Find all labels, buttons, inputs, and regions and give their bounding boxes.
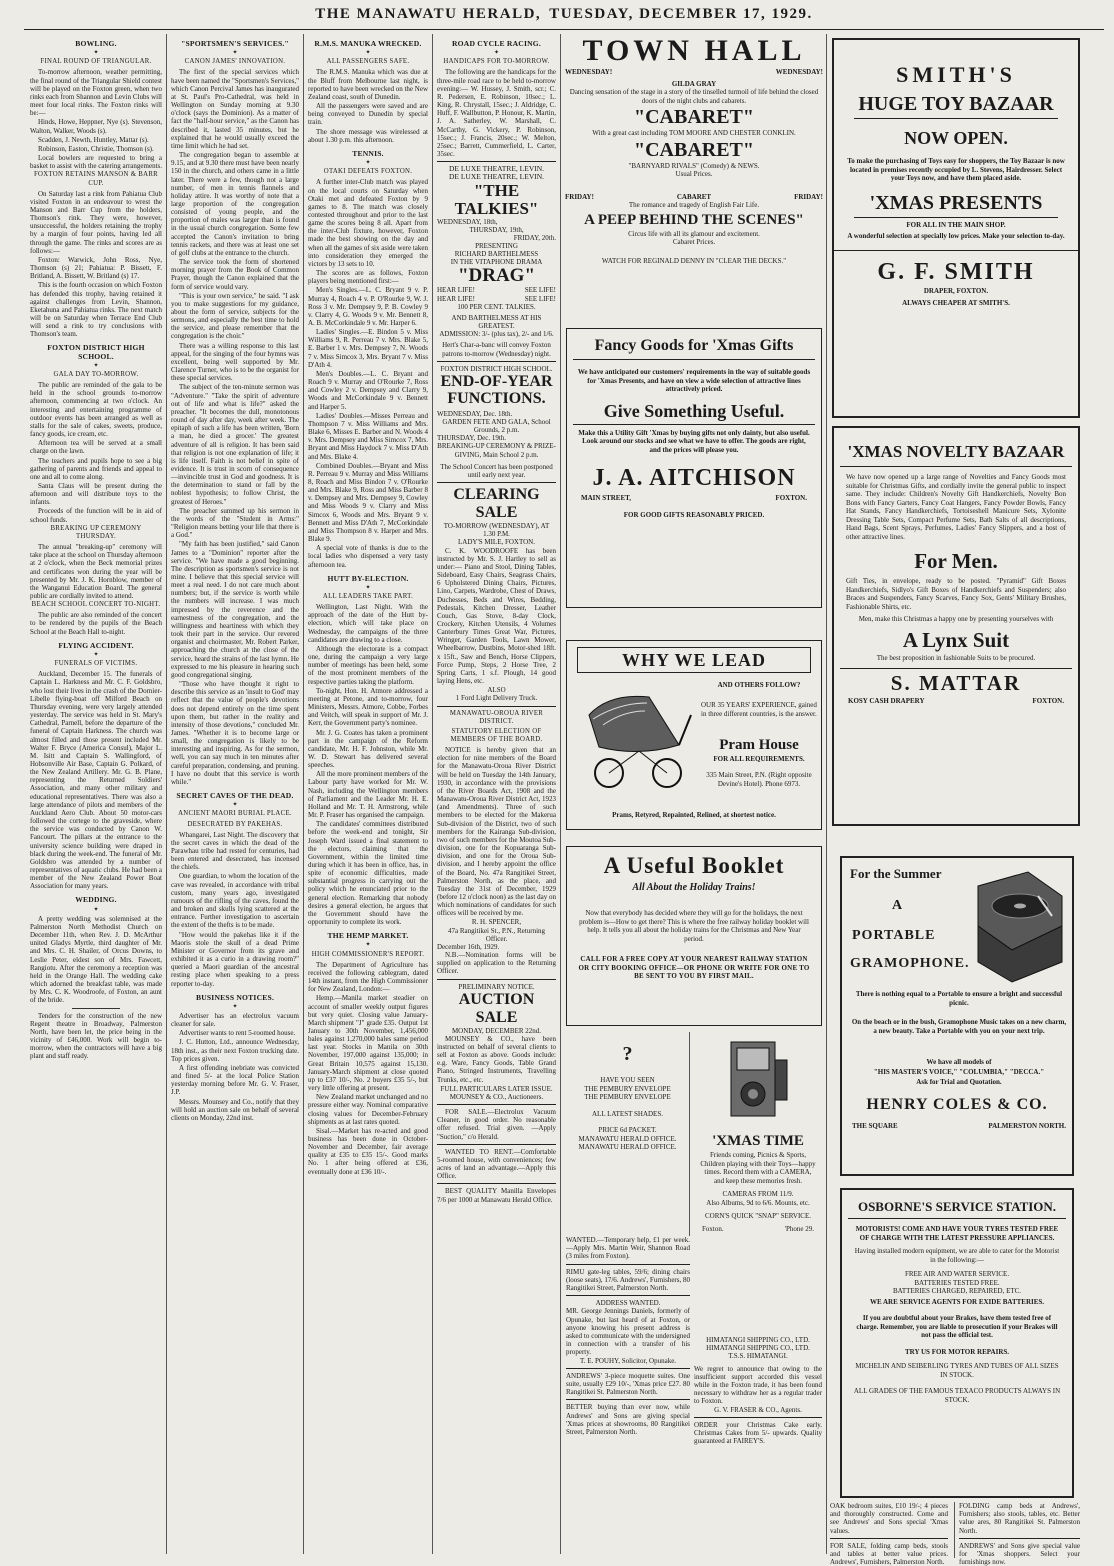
- ad-title: "THE TALKIES": [454, 180, 539, 218]
- ad-title: TOWN HALL: [582, 34, 806, 67]
- ad-text: Foxton.: [702, 1224, 724, 1233]
- ad-title: Give Something Useful.: [573, 398, 815, 425]
- article-paragraph: Advertiser wants to rent 5-roomed house.: [179, 1029, 296, 1038]
- headline-wedding: WEDDING.: [75, 895, 117, 905]
- ad-text: HAVE YOU SEEN: [600, 1076, 655, 1084]
- ad-text: AND OTHERS FOLLOW?: [717, 681, 801, 689]
- ad-text: SEE LIFE!: [524, 286, 556, 295]
- ad-title: J. A. AITCHISON: [592, 465, 796, 491]
- column-2: "SPORTSMEN'S SERVICES." ✦ CANON JAMES' INNOVATION. The first of the special services which have been named the "Sportsmen's Services," which Canon Percival James has inaugurated at St. Paul's Pro-Cathedral, was held in Wellington on Sunday morning at 9.30 o'clock (says the Dominion). As a matter of fact the "half-hour service," as the Canon has described it, lasted 35 minutes, but he explained that he would usually exceed the time limit which he had set. The congregation began to assemble at 9.15, and at 9.30 there must have been nearly 150 in the church, and others came in a little later. There were a few, though not a large number, of men in tennis flannels and holiday attire. It was worthy of note that a large proportion of the congregation consisted of young people, and the proportion of males was larger than is found in the usual church congregation. Some few accepted the Canon's invitation to bring tennis rackets, and there was at least one set of golf clubs at the entrance to the church. The service took the form of shortened morning prayer from the Book of Common Prayer, though the Canon explained that the form of service would vary. "This is your own service," he said. "I ask you to make suggestions for my guidance, about the form of service, subjects for the sermons, and especially the best time to hold the service, and please remember that the congregation is the choir." There was a willing response to this last appeal, for the singing of the four hymns was excellent, being well supported by Mr. Clarence Turner, who is to be the organist for these special services. The subject of the ten-minute sermon was "Adventure." "Take the spirit of adventure out of life and what is life?" asked the preacher. "It becomes the dull, monotonous round of day after day, week after week. The epitaph of such a life has been written, 'Born a man, he died a grocer.' The greatest adventure of all is religion. It has been said that religion is not one explanation of life; it is life itself. Faith is not belief in spite of evidence. It is trust in scorn of consequence—invincible trust in God and goodness. It is the determination to stand or fall by the noblest hypothesis; to follow Christ, the greatest of Heroes." The preacher summed up his sermon in the words of the "Student in Arms:" "Religion means betting your life that there is a God." "My faith has been justified," said Canon James to a "Dominion" reporter after the service. "We have made a good beginning. The description as sportsmen's service is not mine. I believe that this special service will meet a real need. I do not care much about numbers; but, if the service is worth while the numbers will increase. I was much impressed by the reverence and the earnestness of the congregation, and the willingness and heartiness with which they took their part in the service. Our revered organist and choirmaster, Mr. Robert Parker, approaching the church at the close of the service, heard the strains of the last hymn. He expressed to me his pleasure in hearing such good congregational singing. "Those who have thought it right to describe this service as an 'insult to God' may reflect that the value of people's devotions does not depend entirely on the time spent upon them, but rather in the reality and intensity of those devotions," concluded Mr. James. "Whether it is to become large or small, the congregation is likely to be interesting and inspiring. As for the sermon, well, you can say much in ten minutes after careful preparation, condensing, and pruning. I have no doubt that this service is worth while." SECRET CAVES OF THE DEAD. ✦ ANCIENT MAORI BURIAL PLACE. DESECRATED BY PAKEHAS. Whangarei, Last Night. The discovery that the secret caves in which the dead of the Parawhau tribe had rested for centuries, had been entered and desecrated, has incensed the chiefs. One guardian, to whom the location of the cave was revealed, in accordance with tribal custom, many years ago, investigated rumours of the rifling of the caves, found the and broken and skulls lying scattered at the entrance. Further investigation to ascertain the extent of the thefts is to be made. "How would the pakehas like it if the Maoris stole the skull of a dead Prime Minister or Governor from its grave and exhibited it as a curio in a drawing room?" queried a Maori guardian of the ancestral resting place when speaking to a press reporter to-day. BUSINESS NOTICES. ✦ Advertiser has an electrolux vacuum cleaner for sale. Advertiser wants to rent 5-roomed house. J. C. Hutton, Ltd., announce Wednesday, 18th inst., as their next Foxton trucking date. Top prices given. A first offending inebriate was convicted and fined 5/- at the local Police Station yesterday morning before Mr. G. V. Fraser, J.P. Messrs. Mounsey and Co., notify that they will hold an auction sale on behalf of several clients on Monday, 22nd inst.: [171, 39, 299, 1122]
- ad-envelope: [566, 1032, 690, 1236]
- article-paragraph: Auckland, December 15. The funerals of Captain L. Harkness and Mr. C. F. Goldsbro, who lost their lives in the crash of the Dornier-Libelle flying-boat off Milford Beach on Thursday evening, were very largely attended yesterday. The service was held in St. Mary's Cathedral, Parnell, before the departure of the funeral of Captain Harkness. The church was almost filled and those present included Mr. Walter F. Bryce (America Consul), Major L. M. Isitt and Captain S. Wallingford, of Hobsonville Air Base, Captain G. Polkard, of the New Zealand Artillery. Mr. G. B. Plane, representing the Returned Soldiers' Association, and many other military and educational representatives. There was also a large attendance of pilots and members of the Auckland Aero Club. About 50 motor-cars followed the cortege to the graveside, where the service was conducted by Canon W. Fancourt. The pillars at the entrance to the university science building were draped in black during the week-end. The funeral of Mr. Goldsbro was attended by a number of representatives of aquatic clubs. He had been a member of the New Zealand Power Boat Association for many years.: [30, 670, 162, 891]
- subhead: STATUTORY ELECTION OF MEMBERS OF THE BOARD.: [450, 727, 543, 743]
- subhead: BEACH SCHOOL CONCERT TO-NIGHT.: [31, 601, 161, 609]
- subhead: DESECRATED BY PAKEHAS.: [187, 820, 283, 828]
- article-paragraph: Scadden, J. Newth, Huntley, Mattar (s).: [38, 135, 149, 144]
- ad-text: MICHELIN AND SEIBERLING TYRES AND TUBES OF ALL SIZES IN STOCK.: [855, 1362, 1059, 1379]
- ad-text: DRAPER, FOXTON.: [923, 286, 989, 295]
- signature: R. H. SPENCER,: [471, 918, 522, 927]
- classified: OAK bedroom suites, £10 19/-; 4 pieces and thoroughly constructed. Come and see Andrews' and Sons special 'Xmas values.: [830, 1502, 948, 1535]
- ad-text: HIMATANGI SHIPPING CO., LTD.: [706, 1336, 810, 1344]
- ad-title: Fancy Goods for 'Xmas Gifts: [573, 333, 815, 360]
- article-paragraph: The shore message was wirelessed at about 1.30 p.m. this afternoon.: [308, 127, 428, 144]
- ad-text: PRELIMINARY NOTICE.: [458, 982, 535, 991]
- ad-title: A PEEP BEHIND THE SCENES": [584, 211, 804, 228]
- ad-text: FOR GOOD GIFTS REASONABLY PRICED.: [623, 510, 765, 519]
- ad-text: 335 Main Street, P.N. (Right opposite Devine's Hotel). Phone 6973.: [706, 771, 812, 788]
- classified: WANTED.—Temporary help, £1 per week.—Apply Mrs. Martin Weir, Shannon Road (3 miles from Foxton).: [566, 1236, 690, 1261]
- headline-sportsmens-services: "SPORTSMEN'S SERVICES.": [181, 39, 289, 48]
- ad-text: WEDNESDAY!: [565, 68, 613, 76]
- article-paragraph: "This is your own service," he said. "I ask you to make suggestions for my guidance, about the form of service, subjects for the sermons, and especially the best time to hold the service, and please remember that the congregation is the choir.": [171, 291, 299, 341]
- ad-text: Ask for Trial and Quotation.: [916, 1078, 1002, 1086]
- ad-text: Cabaret Prices.: [672, 238, 716, 246]
- headline-hutt: HUTT BY-ELECTION.: [327, 573, 409, 583]
- ad-text: MOTORISTS! COME AND HAVE YOUR TYRES TESTED FREE OF CHARGE WITH THE LATEST PRESSURE APPLIANCES.: [855, 1225, 1059, 1242]
- signature: 47a Rangitikei St., P.N., Returning Officer.: [447, 926, 546, 943]
- headline-hemp: THE HEMP MARKET.: [327, 931, 409, 941]
- ad-text: MANAWATU HERALD OFFICE.: [578, 1143, 677, 1151]
- ad-text: THE SQUARE: [852, 1122, 898, 1130]
- classified: BEST QUALITY Manilla Envelopes 7/6 per 1000 at Manawatu Herald Office.: [437, 1187, 556, 1204]
- article-paragraph: The scores are as follows, Foxton players being mentioned first:—: [308, 269, 428, 286]
- article-paragraph: NOTICE is hereby given that an election for nine members of the Board for the Manawatu-Oroua River District will be held on Tuesday the 14th January, 1930, in accordance with the provisions of the River Boards Act, 1908 and the Manawatu-Oroua River District Act, 1923 (and Amendments). Three of such members to be elected for the Makerua Sub-division of the District, two of such members for the Kairanga Sub-division, two of such members for the Moutoa Sub-division, one for the Kopuaranga Sub-division, and one for the Oroua Sub-division, and I hereby appoint the office of the Board, No. 47a Rangitikei Street, Palmerston North, as the place, and Tuesday the 31st of December, 1929 (before 12 o'clock noon) as the last day on which nominations of candidates for such offices will be received by me.: [437, 746, 556, 918]
- ad-text: Men, make this Christmas a happy one by presenting yourselves with: [858, 615, 1054, 623]
- ad-text: PRESENTING: [475, 241, 518, 250]
- subhead: ALL LEADERS TAKE PART.: [322, 593, 414, 600]
- ad-text: Friends coming, Picnics & Sports, Children playing with their Toys—happy times. Record them with a CAMERA, and keep these memories fresh.: [700, 1151, 816, 1185]
- ad-text: TO-MORROW (WEDNESDAY), AT 1.30 P.M.: [443, 522, 550, 539]
- headline-flying: FLYING ACCIDENT.: [58, 640, 134, 650]
- classified: FOR SALE.—Electrolux Vacuum Cleaner, in good order. No reasonable offer refused. Trial given. —Apply "Suction," c/o Herald.: [437, 1108, 556, 1141]
- article-paragraph: Ladies' Singles.—E. Bindon 5 v. Miss Williams 9, R. Perreau 7 v. Mrs. Blake 5, E. Barber 1 v. Mrs. Dempsey 7, N. Woods 7 v. Miss Simcox 3, Mrs. Bryant 7 v. Miss D'Ath 4.: [308, 328, 428, 369]
- article-paragraph: Local bowlers are requested to bring a basket to assist with the catering arrangements.: [30, 154, 162, 171]
- article-paragraph: Hemp.—Manila market steadier on account of smaller weekly output figures but very quiet. Closing value January-March shipment "J" grade £35. Output 1st January to 30th November, 1,456,000 bales against 1,270,000 bales same period last year. Stocks in Manila on 30th November, 197,000 against 135,000; in Great Britain 10,575 against 15,130. January-March shipment at close quoted up to £37 10/-, No. 2 buyers £35 5/-, but very little offering at present.: [308, 994, 428, 1093]
- ad-text: FOR ALL IN THE MAIN SHOP.: [906, 220, 1006, 229]
- ad-text: PRICE 6d PACKET.: [598, 1126, 657, 1134]
- ad-text: ALL LATEST SHADES.: [592, 1109, 663, 1118]
- article-paragraph: All the passengers were saved and are being conveyed to Dunedin by special train.: [308, 102, 428, 127]
- ad-text: FOR ALL REQUIREMENTS.: [713, 755, 805, 763]
- column-4: ROAD CYCLE RACING. ✦ HANDICAPS FOR TO-MORROW. The following are the handicaps for the three-mile road race to be held to-morrow evening:— W. Hussey, J. Smith, scr.; C. R. Pedersen, E. Robinson, 10sec.; L. King, R. Chrystall, 15sec.; J. Aldridge, C. Huff, F. Wallbutton, P. Honour, K. Martin, J. A. Satherley, W. Marshall, C. McCarthy, G. Vickery, P. Robinson, 15sec.; J. Francis, 20sec.; W. Melton, 25sec.; Barrett, Cummerfield, L. Carter, 35sec. DE LUXE THEATRE, LEVIN. DE LUXE THEATRE, LEVIN. "THE TALKIES" WEDNESDAY, 18th, THURSDAY, 19th, FRIDAY, 20th. PRESENTING RICHARD BARTHELMESS IN THE VITAPHONE DRAMA "DRAG" HEAR LIFE! SEE LIFE! HEAR LIFE! SEE LIFE! 100 PER CENT. TALKIES. AND BARTHELMESS AT HIS GREATEST. ADMISSION: 3/- (plus tax), 2/- and 1/6. Hert's Char-a-banc will convey Foxton patrons to-morrow (Wednesday) night. FOXTON DISTRICT HIGH SCHOOL. END-OF-YEAR FUNCTIONS. WEDNESDAY, Dec. 18th. GARDEN FETE AND GALA, School Grounds, 2 p.m. THURSDAY, Dec. 19th. BREAKING-UP CEREMONY & PRIZE-GIVING, Main School 2 p.m. The School Concert has been postponed until early next year. CLEARING SALE TO-MORROW (WEDNESDAY), AT 1.30 P.M. LADY'S MILE, FOXTON. C. K. WOODROOFE has been instructed by Mr. S. J. Hartley to sell as under:— Piano and Stool, Dining Tables, Sideboard, Easy Chairs, Seagrass Chairs, 6 Upholstered Dining Chairs, Pictures, Lino, Carpets, Wardrobe, Chest of Draws, Duchesses, Beds and Wires, Bedding, Pedestals, Kitchen Dresser, Leather Couch, Gas Stove, 8-day Clock, Crockery, Kitchen Utensils, 4 Volumes Canterbury Times Great War, Pictures, Wringer, Garden Tools, Lawn Mower, Wheelbarrow, Dustbins, Motor-shed 18ft. x 15ft., Saw and Bench, Horse Clippers, Force Pump, Steps, 2 Horse Tree, 2 Spring Carts, 1 s.f. Plough, 14 good laying Hens, etc. ALSO 1 Ford Light Delivery Truck. MANAWATU-OROUA RIVER DISTRICT. STATUTORY ELECTION OF MEMBERS OF THE BOARD. NOTICE is hereby given that an election for nine members of the Board for the Manawatu-Oroua River District will be held on Tuesday the 14th January, 1930, in accordance with the provisions of the River Boards Act, 1908 and the Manawatu-Oroua River District Act, 1923 (and Amendments). Three of such members to be elected for the Makerua Sub-division of the District, two of such members for the Kairanga Sub-division, two of such members for the Moutoa Sub-division, one for the Kopuaranga Sub-division, and one for the Oroua Sub-division, and I hereby appoint the office of the Board, No. 47a Rangitikei Street, Palmerston North, as the place, and Tuesday the 31st of December, 1929 (before 12 o'clock noon) as the last day on which nominations of candidates for such offices will be received by me. R. H. SPENCER, 47a Rangitikei St., P.N., Returning Officer. December 16th, 1929. N.B.—Nomination forms will be supplied on application to the Returning Officer. PRELIMINARY NOTICE. AUCTION SALE MONDAY, DECEMBER 22nd. MOUNSEY & CO., have been instructed on behalf of several clients to sell at Foxton as above. Goods include: e.g. Ware, Fancy Goods, Table Grand Piano, Stringed Instruments, Travelling Trunks, etc., etc. FULL PARTICULARS LATER ISSUE. MOUNSEY & CO., Auctioneers. FOR SALE.—Electrolux Vacuum Cleaner, in good order. No reasonable offer refused. Trial given. —Apply "Suction," c/o Herald. WANTED TO RENT.—Comfortable 5-roomed house, with conveniences; few acres of land an advantage.—Apply this Office. BEST QUALITY Manilla Envelopes 7/6 per 1000 at Manawatu Herald Office.: [437, 39, 556, 1204]
- classified-signature: G. V. FRASER & CO., Agents.: [714, 1405, 802, 1414]
- ad-text: BATTERIES CHARGED, REPAIRED, ETC.: [892, 1287, 1022, 1295]
- ad-text: CALL FOR A FREE COPY AT YOUR NEAREST RAILWAY STATION OR CITY BOOKING OFFICE—OR PHONE OR WRITE FOR ONE TO BE SENT TO YOU BY FIRST MAIL.: [578, 955, 810, 980]
- subhead: MANAWATU-OROUA RIVER DISTRICT.: [449, 709, 544, 725]
- ad-text: WEDNESDAY, 18th,: [437, 217, 498, 226]
- article-paragraph: To-morrow afternoon, weather permitting, the final round of the Triangular Shield contest will be played on the Foxton green, when two rinks each from Shannon and Levin Clubs will meet four local rinks. The Foxton rinks will be:—: [30, 68, 162, 118]
- ad-title: For Men.: [914, 549, 998, 573]
- ad-text: The School Concert has been postponed until early next year.: [440, 462, 553, 479]
- classifieds-shipping: [694, 1336, 822, 1556]
- article-paragraph: The public are reminded of the gala to be held in the school grounds to-morrow afternoon, commencing at two o'clock. An interesting and entertaining programme of outdoor events has been arranged as well as stalls for the sale of cakes, sweets, produce, fancy goods, ice cream, etc.: [30, 381, 162, 439]
- classified: WANTED TO RENT.—Comfortable 5-roomed house, with conveniences; few acres of land an advantage.—Apply this Office.: [437, 1147, 556, 1181]
- article-paragraph: Men's Doubles.—L. C. Bryant and Roach 9 v. Murray and O'Rourke 7, Ross and Cowley 2 v. Dempsey and Clarry 9, Woods and McCorkindale 9 v. Bennett and Harper 5.: [308, 369, 428, 411]
- ad-text: We have now opened up a large range of Novelties and Fancy Goods most suitable for Christmas Gifts, and cordially invite the general public to inspect same. They include: Children's Novelty Gift Handkerchiefs, Novelty Bon Bons with Fancy Garters, Fancy Coat Hangers, Fancy Powder Bowls, Fancy Hat Stands, Fancy Handkerchiefs, Tortoiseshell Manicure Sets, Xylonite Dressing Table Sets, Compact Perfume Sets, Bath Salts of all descriptions, Hand Bags, Scent Sprays, Perfumes, Ladies' Fancy Slippers, and a host of other attractive lines.: [846, 473, 1066, 541]
- ad-camera: [694, 1032, 822, 1332]
- ad-text: RICHARD BARTHELMESS: [454, 250, 539, 259]
- ad-text: FOXTON.: [1032, 697, 1064, 705]
- subhead: ALL PASSENGERS SAFE.: [326, 58, 410, 66]
- ad-text: WEDNESDAY!: [775, 68, 823, 76]
- ad-text: Circus life with all its glamour and excitement.: [628, 229, 760, 238]
- article-paragraph: To-night, Hon. H. Atmore addressed a meeting at Petone, and to-morrow, four Ministers, Messrs. Atmore, Cobbe, Forbes and Veitch, will speak in support of Mr. J. Kerr, the Government party's nominee.: [308, 686, 428, 728]
- ad-text: LADY'S MILE, FOXTON.: [458, 538, 535, 547]
- subhead: BREAKING UP CEREMONY THURSDAY.: [50, 524, 142, 540]
- subhead: ANCIENT MAORI BURIAL PLACE.: [178, 810, 292, 818]
- ad-text: 1 Ford Light Delivery Truck.: [455, 694, 538, 703]
- ad-text: MONDAY, DECEMBER 22nd.: [451, 1026, 542, 1035]
- article-paragraph: Whangarei, Last Night. The discovery that the secret caves in which the dead of the Parawhau tribe had rested for centuries, had been entered and desecrated, has incensed the chiefs.: [171, 830, 299, 872]
- ad-text: All About the Holiday Trains!: [632, 882, 756, 893]
- paper-name: THE MANAWATU HERALD,: [315, 6, 542, 22]
- ad-text: HEAR LIFE!: [437, 294, 475, 303]
- article-paragraph: The preacher summed up his sermon in the words of the "Student in Arms:" "Religion means betting your life that there is a God.": [171, 506, 299, 540]
- classified: RIMU gate-leg tables, 59/6; dining chairs (loose seats), 17/6. Andrews', Furnishers, 80 Rangitikei Street, Palmerston North.: [566, 1267, 690, 1293]
- ad-aitchison: [566, 328, 822, 608]
- article-paragraph: The teachers and pupils hope to see a big gathering of parents and friends and appeal to one and all to come along.: [30, 456, 162, 481]
- ad-text: FOXTON.: [775, 494, 807, 502]
- article-paragraph: All the more prominent members of the Labour party have worked for Mr. W. Nash, including the Wellington members of Parliament and the Leader Mr. H. E. Holland and Mr. T. H. Armstrong, while Mr. P. Fraser has organised the campaign.: [308, 770, 428, 820]
- article-paragraph: A first offending inebriate was convicted and fined 5/- at the local Police Station yesterday morning before Mr. G. V. Fraser, J.P.: [171, 1063, 299, 1097]
- article-paragraph: The candidates' committees distributed before the week-end and tonight, Sir Joseph Ward issued a final statement to the electors, claiming that the Government, within the limited time during which it has been in office, has, in spite of economic difficulties, made substantial progress in carrying out the policy which he enunciated prior to the general election. Remarking that nobody desires a general election, he argues that the Government should have the opportunity to complete its work.: [308, 820, 428, 927]
- article-paragraph: The following are the handicaps for the three-mile road race to be held to-morrow evening:— W. Hussey, J. Smith, scr.; C. R. Pedersen, E. Robinson, 10sec.; L. King, R. Chrystall, 15sec.; J. Aldridge, C. Huff, F. Wallbutton, P. Honour, K. Martin, J. A. Satherley, W. Marshall, C. McCarthy, G. Vickery, P. Robinson, 15sec.; J. Francis, 20sec.; W. Melton, 25sec.; Barrett, Cummerfield, L. Carter, 35sec.: [437, 68, 556, 159]
- ad-text: MANAWATU HERALD OFFICE.: [578, 1134, 677, 1143]
- classifieds-right-a: [830, 1502, 948, 1566]
- ad-text: To make the purchasing of Toys easy for shoppers, the Toy Bazaar is now located in premises recently occupied by L. Stevens, Hairdresser. Select your Toys now, and have them placed aside.: [847, 157, 1065, 182]
- article-paragraph: Wellington, Last Night. With the approach of the date of the Hutt by-election, which will take place on Wednesday, the campaigns of the three candidates are drawing to a close.: [308, 603, 428, 644]
- question-mark: ?: [622, 1043, 633, 1065]
- ad-text: Also Albums, 9d to 6/6. Mounts, etc.: [706, 1198, 810, 1207]
- classified-heading: ADDRESS WANTED.: [595, 1299, 661, 1308]
- subhead: GALA DAY TO-MORROW.: [53, 370, 139, 378]
- ad-osborne: [840, 1188, 1074, 1498]
- article-paragraph: Santa Claus will be present during the afternoon and will distribute toys to the infants.: [30, 481, 162, 507]
- subhead: FUNERALS OF VICTIMS.: [54, 660, 138, 668]
- article-paragraph: J. C. Hutton, Ltd., announce Wednesday, 18th inst., as their next Foxton trucking date. Top prices given.: [171, 1038, 299, 1063]
- ad-text: DE LUXE THEATRE, LEVIN.: [448, 172, 545, 182]
- article-paragraph: A pretty wedding was solemnised at the Palmerston North Methodist Church on December 11th, when Rev. J. D. McArthur united Gladys Myrtle, third daughter of Mr. and Mrs. C. H. Shailer, of Orcus Downs, to Leslie Peter, eldest son of Mrs. Fawcett, Rangiotu. After the ceremony a reception was held in the Orange Hall. The wedding cake which adorned the breakfast table, was made by Mrs. C. K. Woodroofe, of Foxton, an aunt of the bride.: [30, 914, 162, 1005]
- ad-text: We have anticipated our customers' requirements in the way of suitable goods for 'Xmas Presents, and have on view a wide selection of attractive lines attractively priced.: [577, 368, 811, 393]
- article-paragraph: Ladies' Doubles.—Misses Perreau and Thompson 7 v. Miss Williams and Mrs. Blake 6, Misses E. Barber and N. Woods 4 v. Mrs. Dempsey and Miss Simcox 7, Mrs. Bryant and Miss Haydock 7 v. Miss D'Ath and Mrs. Blake 4.: [308, 411, 428, 461]
- ad-text: KOSY CASH DRAPERY: [848, 697, 925, 705]
- ad-gramophone: [840, 856, 1074, 1176]
- article-paragraph: N.B.—Nomination forms will be supplied on application to the Returning Officer.: [437, 951, 556, 976]
- article-paragraph: Afternoon tea will be served at a small charge on the lawn.: [30, 439, 162, 456]
- ad-text: Having installed modern equipment, we are able to cater for the Motorist in the following:—: [854, 1247, 1060, 1264]
- ad-text: 100 PER CENT. TALKIES.: [457, 302, 536, 311]
- article-paragraph: The service took the form of shortened morning prayer from the Book of Common Prayer, though the Canon explained that the form of service would vary.: [171, 258, 299, 291]
- ad-text: GILDA GRAY: [671, 79, 717, 88]
- ad-text: THURSDAY, 19th,: [469, 225, 524, 234]
- article-paragraph: Advertiser has an electrolux vacuum cleaner for sale.: [171, 1011, 299, 1029]
- ad-text: Prams, Retyred, Repainted, Relined, at shortest notice.: [612, 811, 776, 819]
- article-paragraph: A special vote of thanks is due to the local ladies who dispensed a very tasty afternoon tea.: [308, 544, 428, 569]
- ad-text: "BARNYARD RIVALS" (Comedy) & NEWS.: [628, 161, 760, 170]
- ad-title: END-OF-YEAR: [440, 372, 553, 390]
- classifieds-mid: [566, 1236, 690, 1556]
- ad-deluxe: [437, 165, 556, 358]
- ad-text: Hert's Char-a-banc will convey Foxton patrons to-morrow (Wednesday) night.: [442, 341, 551, 358]
- masthead: [24, 6, 1104, 30]
- article-paragraph: The R.M.S. Manuka which was due at the Bluff from Melbourne last night, is reported to have been wrecked on the New Zealand coast, south of Dunedin.: [308, 68, 428, 101]
- ad-text: A: [892, 898, 903, 913]
- ad-title: 'XMAS NOVELTY BAZAAR: [840, 438, 1072, 467]
- ad-text: On the beach or in the bush, Gramophone Music takes on a new charm, a new beauty. Take a Portable with you on your next trip.: [851, 1018, 1067, 1035]
- article-paragraph: Robinson, Easton, Christie, Thomson (s).: [38, 144, 154, 153]
- ad-text: HEAR LIFE!: [437, 286, 475, 295]
- ad-text: AND BARTHELMESS AT HIS GREATEST.: [451, 313, 542, 331]
- ad-title: A Lynx Suit: [902, 627, 1010, 652]
- article-paragraph: Foxton: Warwick, John Ross, Nye, Thomson (s) 21; Pahiatua: P. Bissett, F. Britland, A. Bissett, W. Britland (s) 17.: [30, 255, 162, 281]
- headline-manuka: R.M.S. MANUKA WRECKED.: [314, 39, 422, 48]
- headline-cycle: ROAD CYCLE RACING.: [451, 39, 542, 48]
- headline-secret-caves: SECRET CAVES OF THE DEAD.: [176, 791, 294, 801]
- ad-text: FRIDAY, 20th.: [513, 233, 556, 242]
- ad-text: MOUNSEY & CO., have been instructed on behalf of several clients to sell at Foxton as above. Goods include: e.g. Ware, Fancy Goods, Table Grand Piano, Stringed Instruments, Travelling Trunks, etc., etc.: [437, 1034, 556, 1084]
- ad-text: There is nothing equal to a Portable to ensure a bright and successful picnic.: [855, 990, 1063, 1007]
- paper-date: TUESDAY, DECEMBER 17, 1929.: [549, 6, 813, 22]
- ad-text: SEE LIFE!: [524, 294, 556, 303]
- ad-text: A wonderful selection at specially low prices. Make your selection to-day.: [847, 232, 1065, 240]
- article-paragraph: The annual "breaking-up" ceremony will take place at the school on Thursday afternoon at 2 o'clock, when the Beck memorial prizes and certificates won during the year will be presented by Mr. J. K. Hornblow, member of the Wanganui Education Board. The general public are cordially invited to attend.: [30, 543, 162, 600]
- ad-text: THE PEMBURY ENVELOPE: [584, 1084, 671, 1093]
- ad-text: If you are doubtful about your Brakes, have them tested free of charge. Remember, you are liable to prosecution if your Brakes will not pass the official test.: [856, 1314, 1058, 1339]
- subhead: HIGH COMMISSIONER'S REPORT.: [311, 950, 425, 958]
- ad-auction: [437, 983, 556, 1102]
- ad-text: ALSO: [487, 686, 506, 695]
- headline-business-notices: BUSINESS NOTICES.: [195, 992, 275, 1002]
- ad-smiths-bazaar: [832, 38, 1080, 418]
- ad-text: Dancing sensation of the stage in a story of the tinselled turmoil of life behind the closed doors of the night clubs and cabarets.: [569, 88, 819, 105]
- ad-title: "DRAG": [457, 265, 536, 287]
- classified: FOLDING camp beds at Andrews', Furnishers; also stools, tables, etc. Better value ares, 80 Rangitikei St. Palmerston North.: [959, 1502, 1080, 1535]
- ad-text: ALL GRADES OF THE FAMOUS TEXACO PRODUCTS ALWAYS IN STOCK.: [853, 1387, 1061, 1404]
- gramophone-illustration: [968, 866, 1068, 986]
- ad-title: S. MATTAR: [840, 668, 1072, 697]
- ad-text: MOUNSEY & CO., Auctioneers.: [449, 1092, 544, 1101]
- article-paragraph: On Saturday last a rink from Pahiatua Club visited Foxton in an endeavour to wrest the Manson and Barr Cup from the holders, Thomson's rink. They were, however, unsuccessful, the holders retaining the trophy by a margin of four points, having led all through the game. The rinks and scores are as follows:—: [30, 189, 162, 255]
- ad-end-of-year: [437, 365, 556, 479]
- article-paragraph: Mr. J. G. Coates has taken a prominent part in the campaign of the Reform candidate, Mr. H. F. Johnston, while Mr. W. D. Stewart has delivered several speeches.: [308, 728, 428, 770]
- column-rule: [826, 34, 827, 1554]
- ad-text: Now that everybody has decided where they will go for the holidays, the next problem is—How to get there? This is where the free railway holiday booklet will help. It tells you all about the holiday trains for the Christmas and New Year period.: [579, 909, 809, 943]
- ad-text: Gift Ties, in envelope, ready to be posted. "Pyramid" Gift Boxes Handkerchiefs, Sidlyo's Gift Boxes of Handkerchiefs and Suspenders; also Braces and Suspenders, Fancy Scarves, Fancy Sox, Gents' Military Brushes, Fashionable Shirts, etc.: [846, 577, 1066, 611]
- ad-title: 'XMAS PRESENTS: [854, 189, 1058, 218]
- ad-title: AUCTION SALE: [458, 990, 535, 1026]
- article-paragraph: Although the electorate is a compact one, during the campaign a very large number of meetings has been held, some of the most prominent members of the respective parties taking the platform.: [308, 644, 428, 686]
- ad-title: NOW OPEN.: [904, 128, 1008, 148]
- ad-text: HIMATANGI SHIPPING CO., LTD.: [706, 1344, 810, 1353]
- column-rule: [560, 34, 561, 1554]
- article-paragraph: "Those who have thought it right to describe this service as an 'insult to God' may reflect that the value of people's devotions does not depend entirely on the time spent upon them, but rather in the reality and intensity of those devotions," concluded Mr. James. "Whether it is to become large or small, the congregation is likely to be interesting and inspiring. As for the sermon, well, you can say much in ten minutes after careful preparation, condensing, and pruning. I have no doubt that this service is worth while.": [171, 680, 299, 786]
- subhead: FOXTON RETAINS MANSON & BARR CUP.: [33, 171, 159, 187]
- classifieds-right-b: [954, 1502, 1080, 1566]
- classified: MR. George Jennings Daniels, formerly of Opunake, but last heard of at Foxton, or anyone knowing his present address is asked to communicate with the undersigned in connection with a transfer of his property.: [566, 1307, 690, 1357]
- ad-title: GRAMOPHONE.: [850, 956, 970, 971]
- ad-title: HUGE TOY BAZAAR: [854, 90, 1058, 119]
- ad-text: PALMERSTON NORTH.: [988, 1122, 1066, 1130]
- ad-text: 'Phone 29.: [784, 1224, 814, 1233]
- ad-title: WHY WE LEAD: [577, 647, 811, 673]
- column-1: BOWLING. ✦ FINAL ROUND OF TRIANGULAR. To-morrow afternoon, weather permitting, the final round of the Triangular Shield contest will be played on the Foxton green, when two rinks each from Shannon and Levin Clubs will meet four local rinks. The Foxton rinks will be:— Hinds, Howe, Heppner, Nye (s). Stevenson, Walton, Walker, Woods (s). Scadden, J. Newth, Huntley, Mattar (s). Robinson, Easton, Christie, Thomson (s). Local bowlers are requested to bring a basket to assist with the catering arrangements. FOXTON RETAINS MANSON & BARR CUP. On Saturday last a rink from Pahiatua Club visited Foxton in an endeavour to wrest the Manson and Barr Cup from the holders, Thomson's rink. They were, however, unsuccessful, the holders retaining the trophy by a margin of four points, having led all through the game. The rinks and scores are as follows:— Foxton: Warwick, John Ross, Nye, Thomson (s) 21; Pahiatua: P. Bissett, F. Britland, A. Bissett, W. Britland (s) 17. This is the fourth occasion on which Foxton has defended this trophy, having retained it against challenges from Levin, Shannon, Eketahuna and Pahiatua rinks. The next match will be on Saturday when Terrace End Club will send a rink to try conclusions with Thomson's team. FOXTON DISTRICT HIGH SCHOOL. ✦ GALA DAY TO-MORROW. The public are reminded of the gala to be held in the school grounds to-morrow afternoon, commencing at two o'clock. An interesting and entertaining programme of outdoor events has been arranged as well as stalls for the sale of cakes, sweets, produce, fancy goods, ice cream, etc. Afternoon tea will be served at a small charge on the lawn. The teachers and pupils hope to see a big gathering of parents and friends and appeal to one and all to come along. Santa Claus will be present during the afternoon and will distribute toys to the infants. Proceeds of the function will be in aid of school funds. BREAKING UP CEREMONY THURSDAY. The annual "breaking-up" ceremony will take place at the school on Thursday afternoon at 2 o'clock, when the Beck memorial prizes and certificates won during the year will be presented by Mr. J. K. Hornblow, member of the Wanganui Education Board. The general public are cordially invited to attend. BEACH SCHOOL CONCERT TO-NIGHT. The public are also reminded of the concert to be rendered by the pupils of the Beach School at the Beach Hall to-night. FLYING ACCIDENT. ✦ FUNERALS OF VICTIMS. Auckland, December 15. The funerals of Captain L. Harkness and Mr. C. F. Goldsbro, who lost their lives in the crash of the Dornier-Libelle flying-boat off Milford Beach on Thursday evening, were very largely attended yesterday. The service was held in St. Mary's Cathedral, Parnell, before the departure of the funeral of Captain Harkness. The church was almost filled and those present included Mr. Walter F. Bryce (America Consul), Major L. M. Isitt and Captain S. Wallingford, of Hobsonville Air Base, Captain G. Polkard, of the New Zealand Artillery. Mr. G. B. Plane, representing the Returned Soldiers' Association, and many other military and educational representatives. There was also a large attendance of pilots and members of the Auckland Aero Club. About 50 motor-cars followed the cortege to the graveside, where the service was conducted by Canon W. Fancourt. The pillars at the entrance to the university science building were draped in black during the week-end. The funeral of Mr. Goldsbro was attended by a number of representatives of aquatic clubs. He had been a member of the New Zealand Power Boat Association for many years. WEDDING. ✦ A pretty wedding was solemnised at the Palmerston North Methodist Church on December 11th, when Rev. J. D. McArthur united Gladys Myrtle, third daughter of Mr. and Mrs. C. H. Shailer, of Orcus Downs, to Leslie Peter, eldest son of Mrs. Fawcett, Rangiotu. After the ceremony a reception was held in the Orange Hall. The wedding cake which adorned the breakfast table, was made by Mrs. C. K. Woodroofe, of Foxton, an aunt of the bride. Tenders for the construction of the new Regent theatre in Broadway, Palmerston North, have been let, the price being in the vicinity of £46,000. Work will begin to-morrow, when the contractors will have a big plant and staff ready.: [30, 39, 162, 1061]
- article-paragraph: A further inter-Club match was played on the local courts on Saturday when Otaki met and defeated Foxton by 9 games to 8. The match was closely contested throughout and prior to the last game the scores being 8 all. Apart from the inter-Club fixture, however, Foxton made the best showing on the day and when all the games of six aside were taken into consideration they emerged the victors by 13 sets to 10.: [308, 178, 428, 268]
- ad-text: T.S.S. HIMATANGI.: [728, 1352, 788, 1361]
- article-paragraph: The first of the special services which have been named the "Sportsmen's Services," which Canon Percival James has inaugurated at St. Paul's Pro-Cathedral, was held in Wellington on Sunday morning at 9.30 o'clock (says the Dominion). As a matter of fact the "half-hour service," as the Canon has described it, lasted 35 minutes, but he explained that he would usually exceed the time limit which he had set.: [171, 68, 299, 150]
- ad-text: BREAKING-UP CEREMONY & PRIZE-GIVING, Main School 2 p.m.: [437, 442, 556, 459]
- ad-text: FOXTON DISTRICT HIGH SCHOOL.: [440, 364, 553, 373]
- ad-text: With a great cast including TOM MOORE AND CHESTER CONKLIN.: [592, 129, 796, 137]
- classified: We regret to announce that owing to the insufficient support accorded this vessel while in the Foxton trade, it has been found necessary to withdraw her as a regular trader to Foxton.: [694, 1364, 822, 1406]
- ad-text: The best proposition in fashionable Suits to be procured.: [876, 653, 1036, 662]
- ad-text: FRIDAY!: [794, 192, 823, 201]
- ad-title: G. F. SMITH: [877, 258, 1035, 285]
- ad-clearing-sale: [437, 486, 556, 702]
- pram-illustration: [579, 685, 697, 793]
- date-line: December 16th, 1929.: [437, 942, 500, 951]
- ad-title: "CABARET": [634, 138, 754, 161]
- classified: FOR SALE, folding camp beds, stools and tables at better value prices. Andrews', Furnishers, Palmerston North.: [830, 1541, 948, 1566]
- article-paragraph: "My faith has been justified," said Canon James to a "Dominion" reporter after the service. "We have made a good beginning. The description as sportsmen's service is not mine. I believe that this special service will meet a real need. I do not care much about numbers; but, if the service is worth while the numbers will increase. I was much impressed by the reverence and the earnestness of the congregation, and the willingness and heartiness with which they took their part in the service. Our revered organist and choirmaster, Mr. Robert Parker, approaching the church at the close of the service, heard the strains of the last hymn. He expressed to me his pleasure in hearing such good congregational singing.: [171, 540, 299, 679]
- ad-text: TRY US FOR MOTOR REPAIRS.: [904, 1347, 1010, 1356]
- headline-tennis: TENNIS.: [352, 148, 384, 158]
- article-paragraph: Tenders for the construction of the new Regent theatre in Broadway, Palmerston North, have been let, the price being in the vicinity of £46,000. Work will begin to-morrow, when the contractors will have a big plant and staff ready.: [30, 1011, 162, 1061]
- ad-text: FREE AIR AND WATER SERVICE.: [904, 1270, 1010, 1278]
- column-3: R.M.S. MANUKA WRECKED. ✦ ALL PASSENGERS SAFE. The R.M.S. Manuka which was due at the Bluff from Melbourne last night, is reported to have been wrecked on the New Zealand coast, south of Dunedin. All the passengers were saved and are being conveyed to Dunedin by special train. The shore message was wirelessed at about 1.30 p.m. this afternoon. TENNIS. ✦ OTAKI DEFEATS FOXTON. A further inter-Club match was played on the local courts on Saturday when Otaki met and defeated Foxton by 9 games to 8. The match was closely contested throughout and prior to the last game the scores being 8 all. Apart from the inter-Club fixture, however, Foxton made the best showing on the day and when all the games of six aside were taken into consideration they emerged the victors by 13 sets to 10. The scores are as follows, Foxton players being mentioned first:— Men's Singles.—L. C. Bryant 9 v. P. Murray 4, Roach 4 v. P. O'Rourke 9, W. J. Ross 3 v. Mr. Dempsey 9, P. B. Cowley 9 v. Clarry 4, G. Woods 9 v. Mr. Bennett 8, A. B. McCorkindale 9 v. Mr. Harper 6. Ladies' Singles.—E. Bindon 5 v. Miss Williams 9, R. Perreau 7 v. Mrs. Blake 5, E. Barber 1 v. Mrs. Dempsey 7, N. Woods 7 v. Miss Simcox 3, Mrs. Bryant 7 v. Miss D'Ath 4. Men's Doubles.—L. C. Bryant and Roach 9 v. Murray and O'Rourke 7, Ross and Cowley 2 v. Dempsey and Clarry 9, Woods and McCorkindale 9 v. Bennett and Harper 5. Ladies' Doubles.—Misses Perreau and Thompson 7 v. Miss Williams and Mrs. Blake 6, Misses E. Barber and N. Woods 4 v. Mrs. Dempsey and Miss Simcox 7, Mrs. Bryant and Miss Haydock 7 v. Miss D'Ath and Mrs. Blake 4. Combined Doubles.—Bryant and Miss R. Perreau 9 v. Murray and Miss Williams 8, Roach and Miss Bindon 7 v. O'Rourke and Mrs. Blake 9, Ross and Miss Barber 8 v. Dempsey and Mrs. Dempsey 9, Cowley and Miss Woods 9 v. Clarry and Miss Simcox 6, Woods and Mrs. Bryant 9 v. Bennett and Miss D'Ath 7, McCorkindale and Miss Thompson 8 v. Harper and Mrs. Blake 9. A special vote of thanks is due to the local ladies who dispensed a very tasty afternoon tea. HUTT BY-ELECTION. ✦ ALL LEADERS TAKE PART. Wellington, Last Night. With the approach of the date of the Hutt by-election, which will take place on Wednesday, the campaigns of the three candidates are drawing to a close. Although the electorate is a compact one, during the campaign a very large number of meetings has been held, some of the most prominent members of the respective parties taking the platform. To-night, Hon. H. Atmore addressed a meeting at Petone, and to-morrow, four Ministers, Messrs. Atmore, Cobbe, Forbes and Veitch, will speak in support of Mr. J. Kerr, the Government party's nominee. Mr. J. G. Coates has taken a prominent part in the campaign of the Reform candidate, Mr. H. F. Johnston, while Mr. W. D. Stewart has delivered several speeches. All the more prominent members of the Labour party have worked for Mr. W. Nash, including the Wellington members of Parliament and the Leader Mr. H. E. Holland and Mr. T. H. Armstrong, while Mr. P. Fraser has organised the campaign. The candidates' committees distributed before the week-end and tonight, Sir Joseph Ward issued a final statement to the electors, claiming that the Government, within the limited time during which it has been in office, has, in spite of economic difficulties, made substantial progress in carrying out the policy which he enunciated prior to the general election. Remarking that nobody desires a general election, he argues that the Government should have the opportunity to complete its work. THE HEMP MARKET. ✦ HIGH COMMISSIONER'S REPORT. The Department of Agriculture has received the following cablegram, dated 14th instant, from the High Commissioner for New Zealand, London:— Hemp.—Manila market steadier on account of smaller weekly output figures but very quiet. Closing value January-March shipment "J" grade £35. Output 1st January to 30th November, 1,456,000 bales against 1,270,000 bales same period last year. Stocks in Manila on 30th November, 197,000 against 135,000; in Great Britain 10,575 against 15,130. January-March shipment at close quoted up to £37 10/-, No. 2 buyers £35 5/-, but very little offering at present. New Zealand market unchanged and no pressure either way. Nominal comparative closing values for December-February shipments as at last rates quoted. Sisal.—Market has re-acted and good business has been done in October-November and December, fair average quality at £35 to £35 15/-. Good marks No. 1 after being offered at £36, eventually done at £36 10/-.: [308, 39, 428, 1176]
- ad-title: OSBORNE'S SERVICE STATION.: [848, 1196, 1066, 1219]
- ad-title: CLEARING SALE: [453, 486, 540, 522]
- ad-title: PORTABLE: [852, 928, 936, 943]
- ad-title: SMITH'S: [896, 62, 1016, 87]
- ad-text: CORN'S QUICK "SNAP" SERVICE.: [705, 1212, 811, 1220]
- subhead: HANDICAPS FOR TO-MORROW.: [443, 58, 550, 66]
- camera-illustration: [723, 1036, 793, 1126]
- ad-text: C. K. WOODROOFE has been instructed by Mr. S. J. Hartley to sell as under:— Piano and Stool, Dining Tables, Sideboard, Easy Chairs, Seagrass Chairs, 6 Upholstered Dining Chairs, Pictures, Lino, Carpets, Wardrobe, Chest of Draws, Duchesses, Beds and Wires, Bedding, Pedestals, Kitchen Dresser, Leather Couch, Gas Stove, 8-day Clock, Crockery, Kitchen Utensils, 4 Volumes Canterbury Times Great War, Pictures, Wringer, Garden Tools, Lawn Mower, Wheelbarrow, Dustbins, Motor-shed 18ft. x 15ft., Saw and Bench, Horse Clippers, Force Pump, Steps, 2 Horse Tree, 2 Spring Carts, 1 s.f. Plough, 14 good laying Hens, etc.: [437, 546, 556, 686]
- ad-text: We have all models of: [926, 1058, 992, 1066]
- ad-text: Usual Prices.: [675, 170, 713, 178]
- article-paragraph: The public are also reminded of the concert to be rendered by the pupils of the Beach School at the Beach Hall to-night.: [30, 611, 162, 636]
- classified: ANDREWS' 3-piece moquette suites. One suite, usually £29 10/-, 'Xmas price £27. 80 Rangitikei St. Palmerston North.: [566, 1371, 690, 1397]
- ad-text: OUR 35 YEARS' EXPERIENCE, gained in three different countries, is the answer.: [701, 701, 817, 718]
- article-paragraph: Combined Doubles.—Bryant and Miss R. Perreau 9 v. Murray and Miss Williams 8, Roach and Miss Bindon 7 v. O'Rourke and Mrs. Blake 9, Ross and Miss Barber 8 v. Dempsey and Mrs. Dempsey 9, Cowley and Miss Woods 9 v. Clarry and Miss Simcox 6, Woods and Mrs. Bryant 9 v. Bennett and Miss D'Ath 7, McCorkindale and Miss Thompson 8 v. Harper and Mrs. Blake 9.: [308, 461, 428, 544]
- ad-text: CABARET: [676, 192, 712, 201]
- article-paragraph: One guardian, to whom the location of the cave was revealed, in accordance with tribal custom, many years ago, investigated rumours of the rifling of the caves, found the and broken and skulls lying scattered at the entrance. Further investigation to ascertain the extent of the thefts is to be made.: [171, 872, 299, 930]
- ad-text: WE ARE SERVICE AGENTS FOR EXIDE BATTERIES.: [869, 1297, 1045, 1306]
- article-paragraph: Proceeds of the function will be in aid of school funds.: [30, 507, 162, 524]
- classified: BETTER buying than ever now, while Andrews' and Sons are giving special 'Xmas prices at showrooms, 80 Rangitikei Street, Palmerston North.: [566, 1403, 690, 1437]
- subhead: FINAL ROUND OF TRIANGULAR.: [40, 58, 152, 66]
- ad-text: FULL PARTICULARS LATER ISSUE.: [440, 1084, 553, 1093]
- ad-text: The romance and tragedy of English Fair Life.: [628, 201, 760, 209]
- ad-text: "HIS MASTER'S VOICE," "COLUMBIA," "DECCA.": [873, 1068, 1045, 1076]
- ad-text: ADMISSION: 3/- (plus tax), 2/- and 1/6.: [439, 330, 554, 339]
- ad-text: ALWAYS CHEAPER AT SMITH'S.: [902, 299, 1010, 307]
- ad-text: IN THE VITAPHONE DRAMA: [450, 258, 543, 267]
- ad-title: A Useful Booklet: [603, 853, 785, 878]
- article-paragraph: Sisal.—Market has re-acted and good business has been done in October-November and December, fair average quality at £35 to £35 15/-. Good marks No. 1 after being offered at £36, eventually done at £36 10/-.: [308, 1126, 428, 1176]
- ad-text: GARDEN FETE AND GALA, School Grounds, 2 p.m.: [442, 418, 551, 435]
- article-paragraph: This is the fourth occasion on which Foxton has defended this trophy, having retained it against challenges from Levin, Shannon, Eketahuna and Pahiatua rinks. The next match will be on Saturday when Terrace End Club will send a rink to try conclusions with Thomson's team.: [30, 281, 162, 339]
- ad-town-hall: [563, 34, 825, 324]
- ad-text: MAIN STREET,: [581, 494, 632, 502]
- ad-text: THE PEMBURY ENVELOPE: [584, 1093, 671, 1101]
- classified: ANDREWS' and Sons give special value for 'Xmas shoppers. Select your furnishings now.: [959, 1541, 1080, 1566]
- headline-bowling: BOWLING.: [75, 39, 117, 48]
- article-paragraph: The Department of Agriculture has received the following cablegram, dated 14th instant, from the High Commissioner for New Zealand, London:—: [308, 960, 428, 994]
- article-paragraph: Men's Singles.—L. C. Bryant 9 v. P. Murray 4, Roach 4 v. P. O'Rourke 9, W. J. Ross 3 v. Mr. Dempsey 9, P. B. Cowley 9 v. Clarry 4, G. Woods 9 v. Mr. Bennett 8, A. B. McCorkindale 9 v. Mr. Harper 6.: [308, 286, 428, 327]
- article-paragraph: New Zealand market unchanged and no pressure either way. Nominal comparative closing values for December-February shipments as at last rates quoted.: [308, 1093, 428, 1126]
- ad-title: "CABARET": [634, 106, 754, 128]
- ad-title: Pram House: [719, 737, 799, 753]
- ad-text: CAMERAS FROM 11/9.: [722, 1190, 794, 1198]
- ad-text: BATTERIES TESTED FREE.: [914, 1278, 1000, 1287]
- subhead: CANON JAMES' INNOVATION.: [184, 58, 286, 66]
- classified-signature: T. E. POUHY, Solicitor, Opunake.: [579, 1356, 677, 1365]
- ad-railway-booklet: [566, 846, 822, 1026]
- ad-title: FUNCTIONS.: [447, 389, 546, 407]
- article-paragraph: The subject of the ten-minute sermon was "Adventure." "Take the spirit of adventure out of life and what is life?" asked the preacher. "It becomes the dull, monotonous round of day after day, week after week. The epitaph of such a life has been written, 'Born a man, he died a grocer.' The greatest adventure of all is religion. It has been said that religion is not one explanation of life; it is life itself. Faith is not belief in spite of evidence. It is trust in scorn of consequence—invincible trust in God and goodness. It is the determination to stand or fall by the noblest hypothesis; to follow Christ, the greatest of Heroes.": [171, 383, 299, 506]
- article-paragraph: There was a willing response to this last appeal, for the singing of the four hymns was excellent, being well supported by Mr. Clarence Turner, who is to be the organist for these special services.: [171, 341, 299, 383]
- ad-text: For the Summer: [850, 866, 942, 881]
- article-paragraph: Messrs. Mounsey and Co., notify that they will hold an auction sale on behalf of several clients on Monday, 22nd inst.: [171, 1097, 299, 1122]
- ad-mattar-bazaar: [832, 426, 1080, 826]
- ad-text: Make this a Utility Gift 'Xmas by buying gifts not only dainty, but also useful. Look around our stocks and see what we have to offer. The goods are right, and the prices will please you.: [578, 428, 810, 454]
- classified: ORDER your Christmas Cake early. Christmas Cakes from 5/- upwards. Quality guaranteed at FAIREY'S.: [694, 1420, 822, 1446]
- article-paragraph: "How would the pakehas like it if the Maoris stole the skull of a dead Prime Minister or Governor from its grave and exhibited it as a curio in a drawing room?" queried a Maori guardian of the ancestral resting place when speaking to a press reporter to-day.: [171, 930, 299, 988]
- ad-title: 'XMAS TIME: [712, 1133, 804, 1149]
- ad-text: THURSDAY, Dec. 19th.: [437, 434, 507, 443]
- ad-text: WATCH FOR REGINALD DENNY IN "CLEAR THE DECKS.": [601, 256, 787, 265]
- article-paragraph: Hinds, Howe, Heppner, Nye (s). Stevenson, Walton, Walker, Woods (s).: [30, 118, 162, 135]
- article-paragraph: The congregation began to assemble at 9.15, and at 9.30 there must have been nearly 150 in the church, and others came in a little later. There were a few, though not a large number, of men in tennis flannels and holiday attire. It was worthy of note that a large proportion of the congregation consisted of young people, and the proportion of males was larger than is found in the usual church congregation. Some few accepted the Canon's invitation to bring tennis rackets, and there was at least one set of golf clubs at the entrance to the church.: [171, 151, 299, 257]
- subhead: OTAKI DEFEATS FOXTON.: [323, 168, 413, 176]
- ad-pram-house: [566, 640, 822, 830]
- ad-text: DE LUXE THEATRE, LEVIN.: [448, 164, 545, 174]
- headline-school: FOXTON DISTRICT HIGH SCHOOL.: [47, 343, 145, 361]
- ad-text: WEDNESDAY, Dec. 18th.: [437, 409, 513, 418]
- ad-title: HENRY COLES & CO.: [866, 1096, 1048, 1113]
- ad-text: FRIDAY!: [565, 192, 594, 201]
